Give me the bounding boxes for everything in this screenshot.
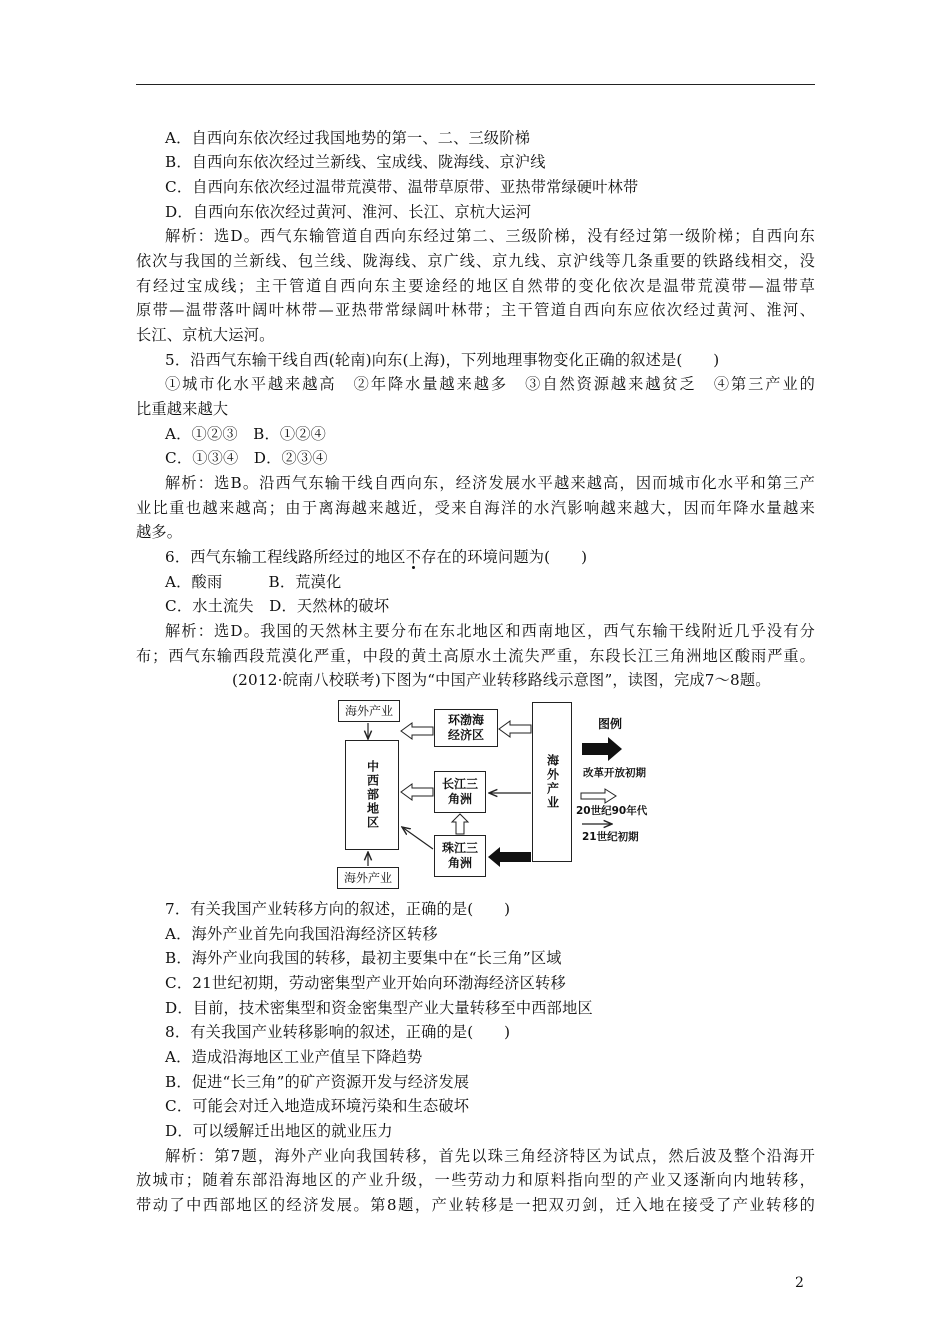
arrow-overseas-to-bohai (499, 721, 531, 737)
arrow-pearl-to-yangtze (452, 814, 468, 834)
legend-bold-arrow (582, 743, 608, 755)
legend-21c-label: 21世纪初期 (582, 831, 639, 843)
analysis-line: 解析：第7题，海外产业向我国转移，首先以珠三角经济特区为试点，然后波及整个沿海开 (165, 1147, 815, 1165)
legend-hollow-arrow (581, 789, 616, 803)
emphasis-not: 不 (405, 548, 422, 566)
analysis-line: 业比重也越来越高；由于离海越来越近，受来自海洋的水汽影响越来越大，因而年降水量越来 (136, 499, 815, 517)
industry-transfer-diagram (300, 697, 700, 892)
legend-title: 图例 (598, 717, 623, 731)
header-rule (136, 84, 815, 85)
question-5-options: A．①②③ B．①②④ (165, 425, 327, 443)
analysis-line: 解析：选D。西气东输管道自西向东经过第二、三级阶梯，没有经过第一级阶梯；自西向东 (165, 227, 815, 245)
question-6-options: A．酸雨 B．荒漠化 (165, 573, 342, 591)
question-5-items: 比重越来越大 (136, 400, 229, 418)
question-7-option: D．目前，技术密集型和资金密集型产业大量转移至中西部地区 (165, 999, 593, 1017)
arrow-bohai-to-central (401, 723, 433, 739)
diagram-intro: (2012·皖南八校联考)下图为“中国产业转移路线示意图”，读图，完成7～8题。 (232, 671, 771, 689)
arrow-overseas-to-pearl (500, 852, 531, 862)
page-number: 2 (795, 1275, 804, 1291)
arrow-pearl-to-central (402, 827, 433, 849)
yangtze-delta: 长江三角洲 (434, 771, 486, 813)
question-7-option: B．海外产业向我国的转移，最初主要集中在“长三角”区域 (165, 949, 562, 967)
analysis-line: 越多。 (136, 523, 183, 541)
question-8-option: C．可能会对迁入地造成环境污染和生态破坏 (165, 1097, 470, 1115)
analysis-line: 布；西气东输西段荒漠化严重，中段的黄土高原水土流失严重，东段长江三角洲地区酸雨严重。 (136, 647, 815, 665)
central-west-region: 中西部地区 (345, 740, 399, 850)
analysis-line: 带动了中西部地区的经济发展。第8题，产业转移是一把双刃剑，迁入地在接受了产业转移的 (136, 1196, 815, 1214)
question-7: 7．有关我国产业转移方向的叙述，正确的是( ) (165, 900, 511, 918)
analysis-line: 解析：选B。沿西气东输干线自西向东，经济发展水平越来越高，因而城市化水平和第三产 (165, 474, 815, 492)
question-5: 5．沿西气东输干线自西(轮南)向东(上海)，下列地理事物变化正确的叙述是( ) (165, 351, 720, 369)
option-a: A．自西向东依次经过我国地势的第一、二、三级阶梯 (165, 129, 531, 147)
option-b: B．自西向东依次经过兰新线、宝成线、陇海线、京沪线 (165, 153, 546, 171)
overseas-industry-top: 海外产业 (338, 700, 400, 722)
analysis-line: 依次与我国的兰新线、包兰线、陇海线、京广线、京九线、京沪线等几条重要的铁路线相交，没 (136, 252, 815, 270)
analysis-line: 放城市；随着东部沿海地区的产业升级，一些劳动力和原料指向型的产业又逐渐向内地转移， (136, 1171, 815, 1189)
question-8: 8．有关我国产业转移影响的叙述，正确的是( ) (165, 1023, 511, 1041)
question-7-option: C．21世纪初期，劳动密集型产业开始向环渤海经济区转移 (165, 974, 566, 992)
overseas-industry-bottom: 海外产业 (337, 867, 399, 889)
bohai-economic-zone: 环渤海经济区 (434, 709, 498, 747)
legend-90s-label: 20世纪90年代 (576, 805, 648, 817)
question-8-option: B．促进“长三角”的矿产资源开发与经济发展 (165, 1073, 470, 1091)
question-8-option: A．造成沿海地区工业产值呈下降趋势 (165, 1048, 423, 1066)
analysis-line: 长江、京杭大运河。 (136, 326, 275, 344)
legend-reform-label: 改革开放初期 (583, 767, 646, 779)
question-7-option: A．海外产业首先向我国沿海经济区转移 (165, 925, 438, 943)
analysis-line: 有经过宝成线；主干管道自西向东主要途经的地区自然带的变化依次是温带荒漠带—温带草 (136, 277, 815, 295)
question-6-options: C．水土流失 D．天然林的破坏 (165, 597, 390, 615)
option-c: C．自西向东依次经过温带荒漠带、温带草原带、亚热带常绿硬叶林带 (165, 178, 639, 196)
question-8-option: D．可以缓解迁出地区的就业压力 (165, 1122, 393, 1140)
overseas-industry-right: 海外产业 (532, 702, 572, 862)
question-6: 6．西气东输工程线路所经过的地区不存在的环境问题为( ) (165, 548, 588, 566)
question-5-options: C．①③④ D．②③④ (165, 449, 328, 467)
arrow-yangtze-to-central (401, 784, 433, 800)
option-d: D．自西向东依次经过黄河、淮河、长江、京杭大运河 (165, 203, 532, 221)
question-5-items: ①城市化水平越来越高 ②年降水量越来越多 ③自然资源越来越贫乏 ④第三产业的 (165, 375, 815, 393)
diagram-arrows (300, 697, 700, 892)
analysis-line: 解析：选D。我国的天然林主要分布在东北地区和西南地区，西气东输干线附近几乎没有分 (165, 622, 815, 640)
analysis-line: 原带—温带落叶阔叶林带—亚热带常绿阔叶林带；主干管道自西向东应依次经过黄河、淮河、 (136, 301, 815, 319)
pearl-delta: 珠江三角洲 (434, 835, 486, 877)
